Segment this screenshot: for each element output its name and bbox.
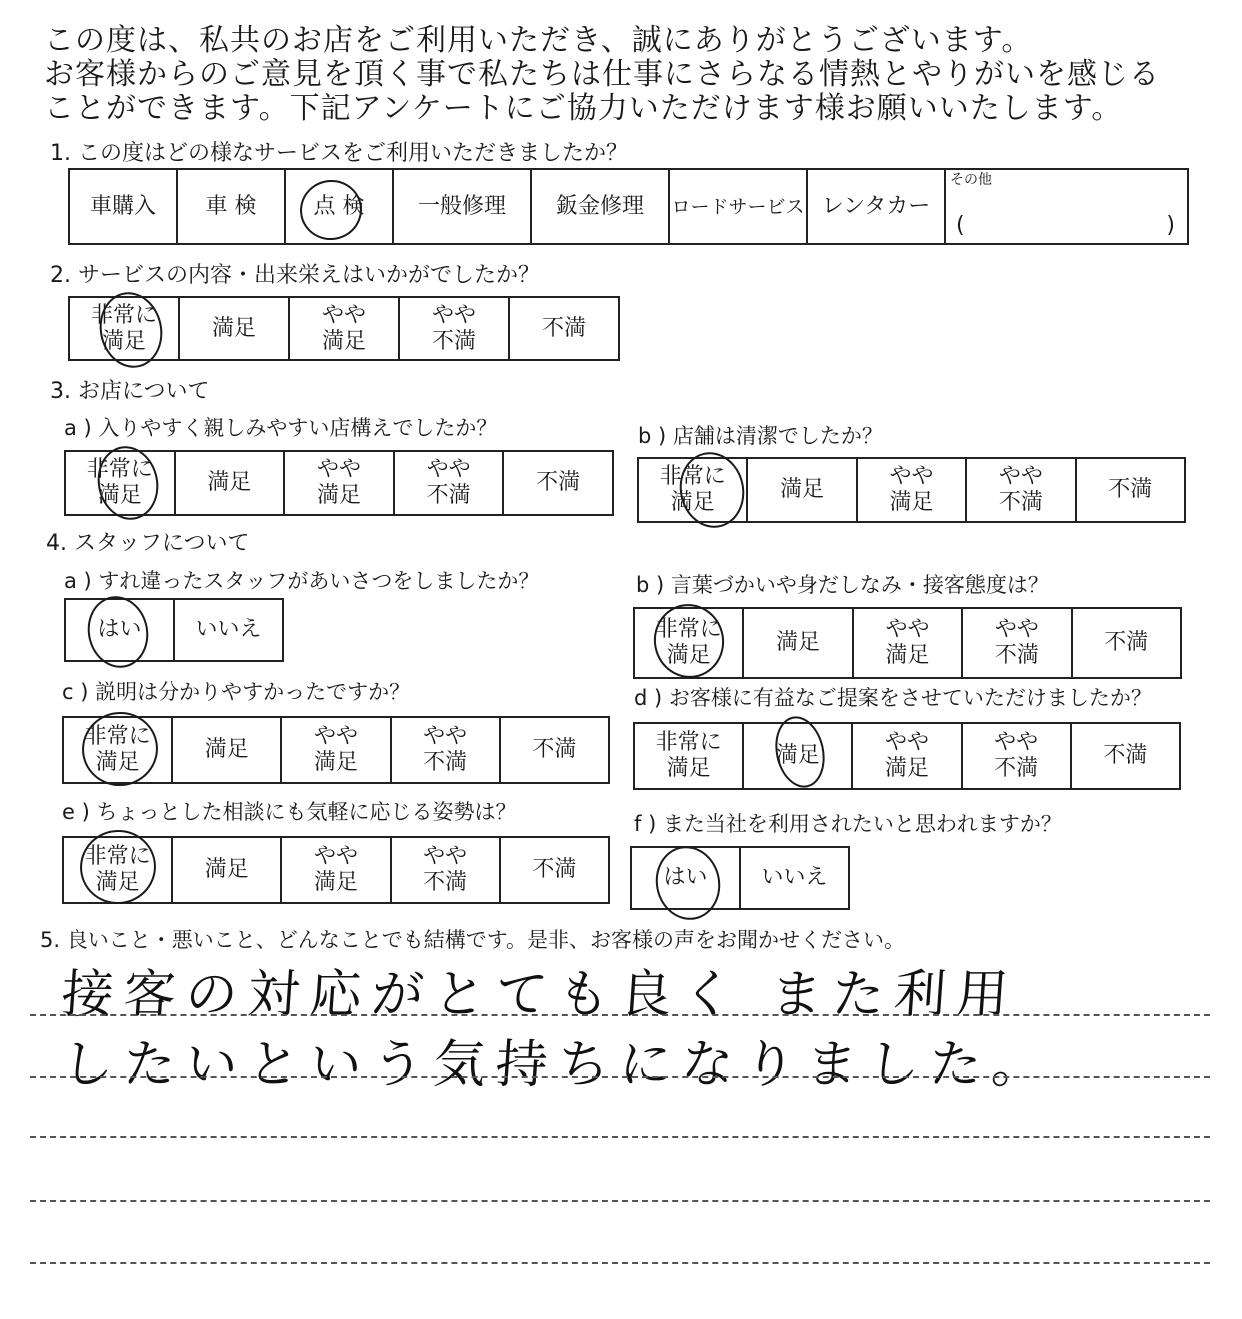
q1-label: 1. この度はどの様なサービスをご利用いただきましたか？ [50, 141, 628, 166]
q1-option-other[interactable] [945, 169, 1188, 244]
intro-text [44, 24, 1160, 126]
answer-line-rule-4 [30, 1200, 1210, 1202]
q4a-no[interactable]: いいえ [174, 599, 283, 661]
q4d-very-satisfied[interactable]: 非常に 満足 [634, 723, 743, 789]
q4e-satisfied[interactable]: 満足 [172, 837, 281, 903]
q2-label: 2. サービスの内容・出来栄えはいかがでしたか？ [50, 263, 540, 288]
q3a-somewhat-satisfied[interactable]: やや 満足 [284, 451, 394, 515]
q2-options [68, 296, 620, 361]
q3a-very-satisfied[interactable]: 非常に 満足 [65, 451, 175, 515]
q2-dissatisfied[interactable]: 不満 [509, 297, 619, 360]
q4c-dissatisfied[interactable]: 不満 [500, 717, 609, 783]
q4b-somewhat-dissatisfied[interactable]: やや 不満 [962, 608, 1071, 678]
q1-option-general-repair[interactable]: 一般修理 [393, 169, 531, 244]
q1-option-bodywork[interactable]: 鈑金修理 [531, 169, 669, 244]
q1-option-inspection[interactable]: 点 検 [285, 169, 393, 244]
q1-option-rental-car[interactable]: レンタカー [807, 169, 945, 244]
q4e-somewhat-satisfied[interactable]: やや 満足 [281, 837, 390, 903]
q1-option-car-purchase[interactable]: 車購入 [69, 169, 177, 244]
q4b-somewhat-satisfied[interactable]: やや 満足 [853, 608, 962, 678]
q3a-options [64, 450, 614, 516]
q4d-somewhat-dissatisfied[interactable]: やや 不満 [962, 723, 1071, 789]
q3b-satisfied[interactable]: 満足 [747, 458, 856, 522]
q4f-options [630, 846, 850, 910]
q4e-very-satisfied[interactable]: 非常に 満足 [63, 837, 172, 903]
q4f-label: f ) また当社を利用されたいと思われますか？ [634, 812, 1062, 836]
q4f-no[interactable]: いいえ [740, 847, 849, 909]
q4c-label: c ) 説明は分かりやすかったですか？ [62, 680, 411, 704]
q3b-options [637, 457, 1186, 523]
answer-line-rule-3 [30, 1136, 1210, 1138]
q3a-label: a ) 入りやすく親しみやすい店構えでしたか？ [64, 416, 498, 440]
intro-line-3: ことができます。下記アンケートにご協力いただけます様お願いいたします。 [44, 91, 1123, 126]
q4c-somewhat-satisfied[interactable]: やや 満足 [281, 717, 390, 783]
q4a-label: a ) すれ違ったスタッフがあいさつをしましたか？ [64, 569, 540, 593]
q4d-dissatisfied[interactable]: 不満 [1071, 723, 1180, 789]
q1-option-shaken[interactable]: 車 検 [177, 169, 285, 244]
q4b-very-satisfied[interactable]: 非常に 満足 [634, 608, 743, 678]
q4b-satisfied[interactable]: 満足 [743, 608, 852, 678]
q1-options [68, 168, 1189, 245]
q4a-yes[interactable]: はい [65, 599, 174, 661]
q4d-satisfied[interactable]: 満足 [743, 723, 852, 789]
q2-satisfied[interactable]: 満足 [179, 297, 289, 360]
q3b-dissatisfied[interactable]: 不満 [1076, 458, 1185, 522]
q2-very-satisfied[interactable]: 非常に 満足 [69, 297, 179, 360]
q1-other-paren-open: ( [956, 213, 965, 238]
q4e-dissatisfied[interactable]: 不満 [500, 837, 609, 903]
q5-label: 5. 良いこと・悪いこと、どんなことでも結構です。是非、お客様の声をお聞かせください。 [40, 928, 906, 952]
q2-somewhat-satisfied[interactable]: やや 満足 [289, 297, 399, 360]
q3a-dissatisfied[interactable]: 不満 [503, 451, 613, 515]
q3a-satisfied[interactable]: 満足 [175, 451, 285, 515]
q2-somewhat-dissatisfied[interactable]: やや 不満 [399, 297, 509, 360]
q4a-options [64, 598, 284, 662]
q4d-somewhat-satisfied[interactable]: やや 満足 [852, 723, 961, 789]
q4c-somewhat-dissatisfied[interactable]: やや 不満 [391, 717, 500, 783]
q4d-label: d ) お客様に有益なご提案をさせていただけましたか？ [634, 686, 1152, 710]
q5-answer-line-2: したいという気持ちになりました。 [59, 1035, 1056, 1095]
q4e-somewhat-dissatisfied[interactable]: やや 不満 [391, 837, 500, 903]
q4c-options [62, 716, 610, 784]
q1-other-paren-close: ) [1166, 213, 1175, 238]
q3a-somewhat-dissatisfied[interactable]: やや 不満 [394, 451, 504, 515]
q1-option-road-service[interactable]: ロードサービス [669, 169, 807, 244]
q3b-label: b ) 店舗は清潔でしたか？ [638, 424, 883, 448]
q4e-label: e ) ちょっとした相談にも気軽に応じる姿勢は？ [62, 800, 517, 824]
q1-other-label: その他 [950, 172, 992, 188]
q3b-somewhat-dissatisfied[interactable]: やや 不満 [966, 458, 1075, 522]
answer-line-rule-1 [30, 1014, 1210, 1016]
answer-line-rule-2 [30, 1076, 1210, 1078]
q3b-somewhat-satisfied[interactable]: やや 満足 [857, 458, 966, 522]
q4c-very-satisfied[interactable]: 非常に 満足 [63, 717, 172, 783]
intro-line-1: この度は、私共のお店をご利用いただき、誠にありがとうございます。 [44, 23, 1033, 58]
q4f-yes[interactable]: はい [631, 847, 740, 909]
q4b-dissatisfied[interactable]: 不満 [1072, 608, 1181, 678]
q4b-options [633, 607, 1182, 679]
intro-line-2: お客様からのご意見を頂く事で私たちは仕事にさらなる情熱とやりがいを感じる [44, 57, 1160, 92]
q3-label: 3. お店について [50, 379, 210, 404]
q3b-very-satisfied[interactable]: 非常に 満足 [638, 458, 747, 522]
q4e-options [62, 836, 610, 904]
q5-answer-line-1: 接客の対応がとても良く また利用 [59, 965, 1021, 1025]
q4-label: 4. スタッフについて [46, 531, 250, 556]
q4d-options [633, 722, 1181, 790]
q4b-label: b ) 言葉づかいや身だしなみ・接客態度は？ [636, 573, 1049, 597]
answer-line-rule-5 [30, 1262, 1210, 1264]
q4c-satisfied[interactable]: 満足 [172, 717, 281, 783]
